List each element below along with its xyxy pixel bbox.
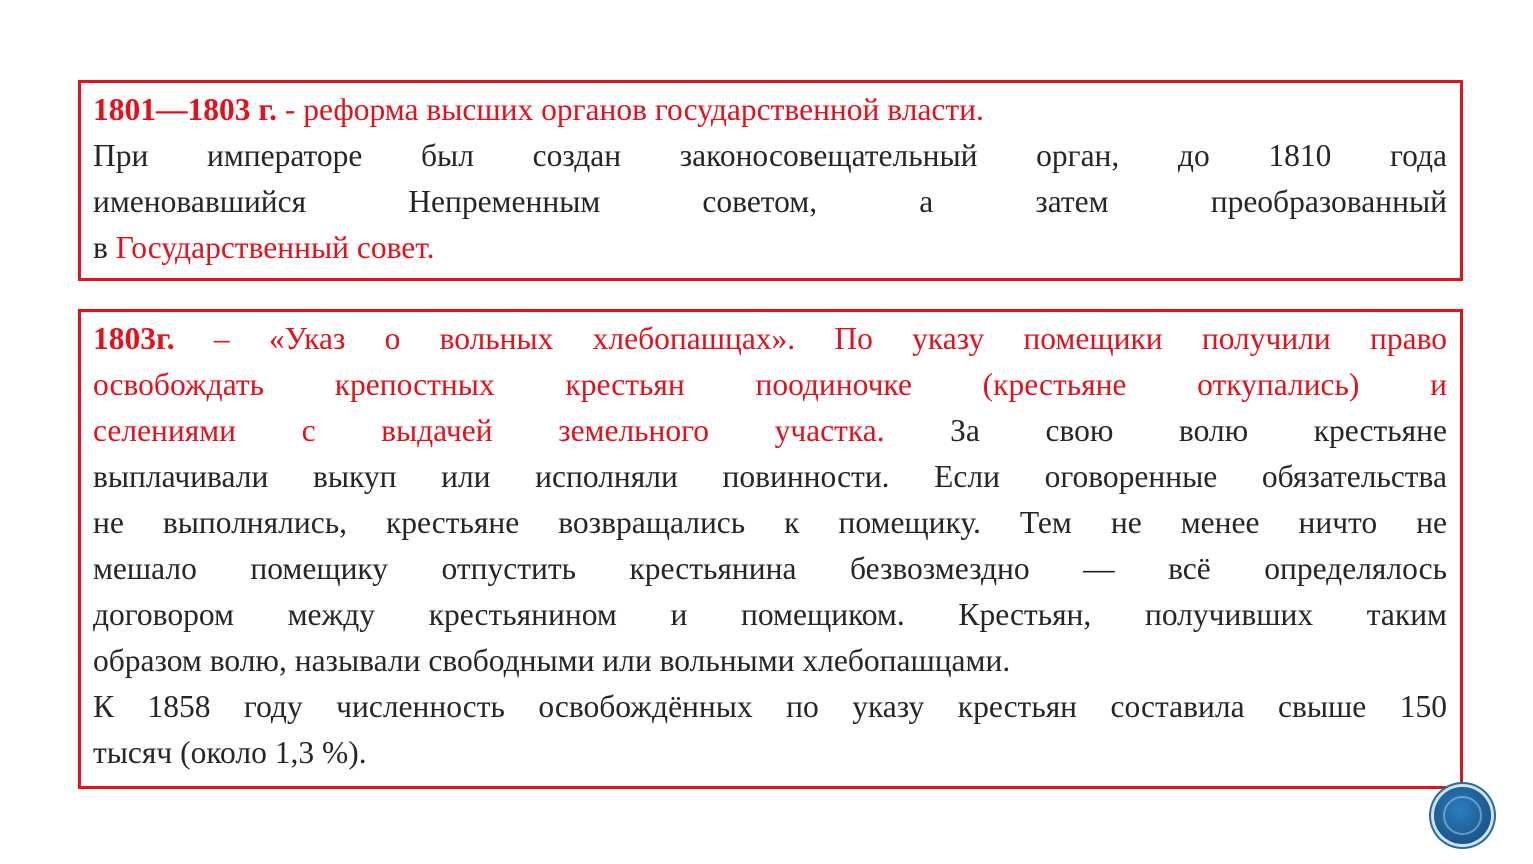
decree-text-line-6: мешало помещику отпустить крестьянина безвозмездно — всё определялось	[93, 551, 1447, 586]
decree-line3-black: За свою волю крестьяне	[884, 413, 1447, 448]
decree-heading-line	[93, 316, 1447, 362]
reform-line4-prefix: в	[93, 230, 116, 265]
reform-heading-text: - реформа высших органов государственной власти.	[277, 92, 984, 127]
reform-1801-1803-box	[78, 80, 1463, 281]
reform-text-line-3: именовавшийся Непременным советом, а затем преобразованный	[93, 184, 1447, 219]
decree-text-line-10: тысяч (около 1,3 %).	[93, 735, 367, 770]
reform-text-line-2: При императоре был создан законосовещательный орган, до 1810 года	[93, 138, 1447, 173]
decree-title-text: – «Указ о вольных хлебопашцах». По указу помещики получили право	[174, 321, 1447, 356]
free-farmers-decree-box	[78, 309, 1463, 789]
decree-year: 1803г.	[93, 321, 175, 356]
decree-text-line-7: договором между крестьянином и помещиком. Крестьян, получивших таким	[93, 597, 1447, 632]
decree-text-line-3	[93, 408, 1447, 454]
decree-text-line-9: К 1858 году численность освобождённых по указу крестьян составила свыше 150	[93, 689, 1447, 724]
decree-text-line-8: образом волю, называли свободными или вольными хлебопашцами.	[93, 643, 1011, 678]
state-council-term: Государственный совет.	[115, 230, 435, 265]
decree-text-line-5: не выполнялись, крестьяне возвращались к помещику. Тем не менее ничто не	[93, 505, 1447, 540]
decorative-circle-icon	[1434, 787, 1491, 844]
decree-line3-red: селениями с выдачей земельного участка.	[93, 413, 885, 448]
reform-heading-line	[93, 87, 1447, 133]
decree-text-line-2: освобождать крепостных крестьян поодиночке (крестьяне откупались) и	[93, 367, 1447, 402]
reform-text-line-4	[93, 225, 1447, 271]
reform-years: 1801—1803 г.	[93, 92, 278, 127]
decree-text-line-4: выплачивали выкуп или исполняли повинности. Если оговоренные обязательства	[93, 459, 1447, 494]
